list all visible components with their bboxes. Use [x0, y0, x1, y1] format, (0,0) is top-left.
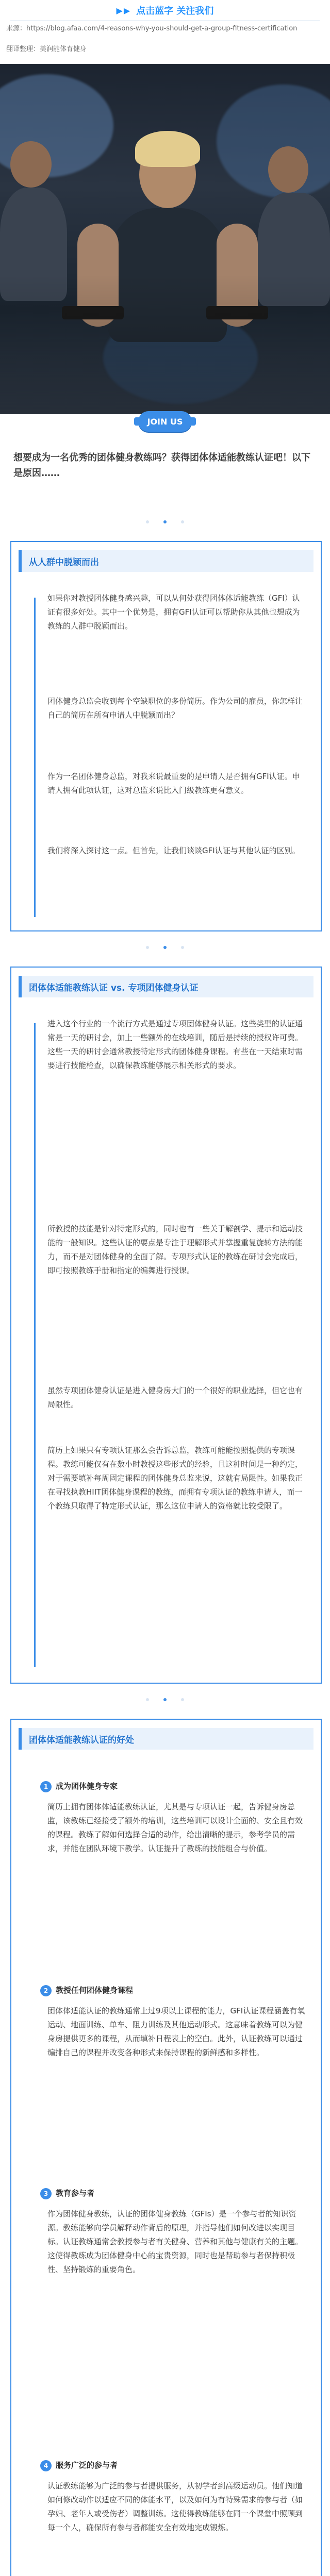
section-card-3 [10, 1719, 322, 2576]
paragraph: 团体体适能认证的教练通常上过9项以上课程的能力，GFI认证课程涵盖有氧运动、地面训练、单车、阻力训练及其他运动形式。这意味着教练可以为健身房提供更多的课程，从而填补日程表上的空白。此外，认证教练可以通过编排自己的课程并改变各种形式来保持课程的新鲜感和多样性。 [47, 2006, 305, 2057]
join-us-badge [138, 411, 192, 432]
benefit-title-2 [40, 1984, 308, 1997]
benefit-title-3 [40, 2187, 308, 2200]
paragraph: 所教授的技能是针对特定形式的，同时也有一些关于解剖学、提示和运动技能的一般知识。这些认证的要点是专注于理解形式并掌握重复旋转方法的能力，而不是对团体健身的全面了解。专项形式认证的教练在研讨会完成后，即可按照教练手册和指定的编舞进行授课。 [47, 1224, 303, 1275]
number-badge: 1 [40, 1781, 52, 1792]
source-line [6, 24, 324, 34]
paragraph: 我们将深入探讨这一点。但首先，让我们谈谈GFI认证与其他认证的区别。 [47, 846, 300, 855]
divider [10, 20, 320, 21]
join-us-label: JOIN US [147, 416, 183, 427]
section-header [19, 1728, 314, 1750]
section-card-2 [10, 967, 322, 1684]
paragraph: 团体健身总监会收到每个空缺职位的多份简历。作为公司的雇员，你怎样让自己的简历在所有申请人中脱颖而出？ [47, 697, 303, 720]
paragraph: 如果你对教授团体健身感兴趣，可以从何处获得团体体适能教练（GFI）认证有很多好处。其中一个优势是，拥有GFI认证可以帮助你从其他也想成为教练的人群中脱颖而出。 [47, 594, 300, 631]
section-header [19, 976, 314, 997]
paragraph: 简历上拥有团体体适能教练认证，尤其是与专项认证一起，告诉健身房总监，该教练已经接受了额外的培训，这些培训可以设计全面的、安全且有效的课程。教练了解如何选择合适的动作，给出清晰的提示，参考学员的需求，并能在团队环境下教学。认证提升了教练的技能组合与价值。 [47, 1802, 303, 1853]
benefit-title-4 [40, 2459, 308, 2472]
benefit-title-text: 教授任何团体健身课程 [56, 1986, 134, 1995]
paragraph: 作为一名团体健身总监，对我来说最重要的是申请人是否拥有GFI认证。申请人拥有此项认证，这对总监来说比入门级教练更有意义。 [47, 772, 300, 795]
section-title: 团体体适能教练认证的好处 [29, 1735, 134, 1745]
paragraph: 认证教练能够为广泛的参与者提供服务，从初学者到高级运动员。他们知道如何修改动作以适应不同的体能水平，以及如何为有特殊需求的参与者（如孕妇、老年人或受伤者）调整训练。这使得教练能够在同一个课堂中照顾到每一个人，确保所有参与者都能安全有效地完成锻炼。 [47, 2481, 303, 2532]
benefit-title-text: 成为团体健身专家 [56, 1782, 118, 1791]
translator-label: 翻译整理： [6, 45, 40, 53]
number-badge: 2 [40, 1985, 52, 1996]
translator-name: 美润能体育健身 [40, 45, 87, 53]
source-label: 来源： [6, 25, 27, 32]
paragraph: 简历上如果只有专项认证那么会告诉总监，教练可能能按照提供的专项课程。教练可能仅有在数小时教授这些形式的经验，且这种时间是一种约定，对于需要填补每周固定课程的团体健身总监来说，这就有局限性。如果我正在寻找执教HIIT团体健身课程的教练，而拥有专项认证的教练申请人，而一个教练只取得了特定形式认证，那么这位申请人的资格就比较受限了。 [47, 1446, 303, 1511]
section-header [19, 550, 314, 572]
dot-divider [0, 520, 330, 523]
benefit-title-text: 教育参与者 [56, 2189, 95, 2198]
arrow-icon: ▶▶ [116, 5, 131, 15]
section-card-1 [10, 541, 322, 931]
lead-text: 想要成为一名优秀的团体健身教练吗？获得团体体适能教练认证吧！以下是原因…… [13, 452, 310, 479]
benefit-title-1 [40, 1780, 308, 1793]
section-title: 团体体适能教练认证 vs. 专项团体健身认证 [29, 982, 199, 993]
paragraph: 进入这个行业的一个流行方式是通过专项团体健身认证。这些类型的认证通常是一天的研讨会，加上一些额外的在线培训，随后是持续的授权许可费。这些一天的研讨会通常教授特定形式的团体健身课程。有些在一天结束时需要进行技能检查，以确保教练能够展示相关形式的要求。 [47, 1019, 303, 1070]
section-title: 从人群中脱颖而出 [29, 557, 99, 568]
translator-line [6, 44, 324, 55]
follow-banner[interactable] [0, 0, 330, 21]
dot-divider [0, 946, 330, 949]
hero-image [0, 64, 330, 414]
benefit-title-text: 服务广泛的参与者 [56, 2461, 118, 2470]
dot-divider [0, 1698, 330, 1701]
number-badge: 4 [40, 2460, 52, 2471]
paragraph: 作为团体健身教练，认证的团体健身教练（GFIs）是一个参与者的知识资源。教练能够向学员解释动作背后的原理，并指导他们如何改进以实现目标。认证教练通常会教授参与者有关健身、营养和其他与健康有关的主题。这使得教练成为团体健身中心的宝贵资源，同时也是帮助参与者保持积极性、坚持锻炼的重要角色。 [47, 2209, 303, 2274]
source-url[interactable]: https://blog.afaa.com/4-reasons-why-you-should-get-a-group-fitness-certification [26, 25, 298, 32]
number-badge: 3 [40, 2188, 52, 2199]
paragraph: 虽然专项团体健身认证是进入健身房大门的一个很好的职业选择，但它也有局限性。 [47, 1386, 303, 1409]
follow-text[interactable]: 点击蓝字 关注我们 [136, 6, 214, 16]
